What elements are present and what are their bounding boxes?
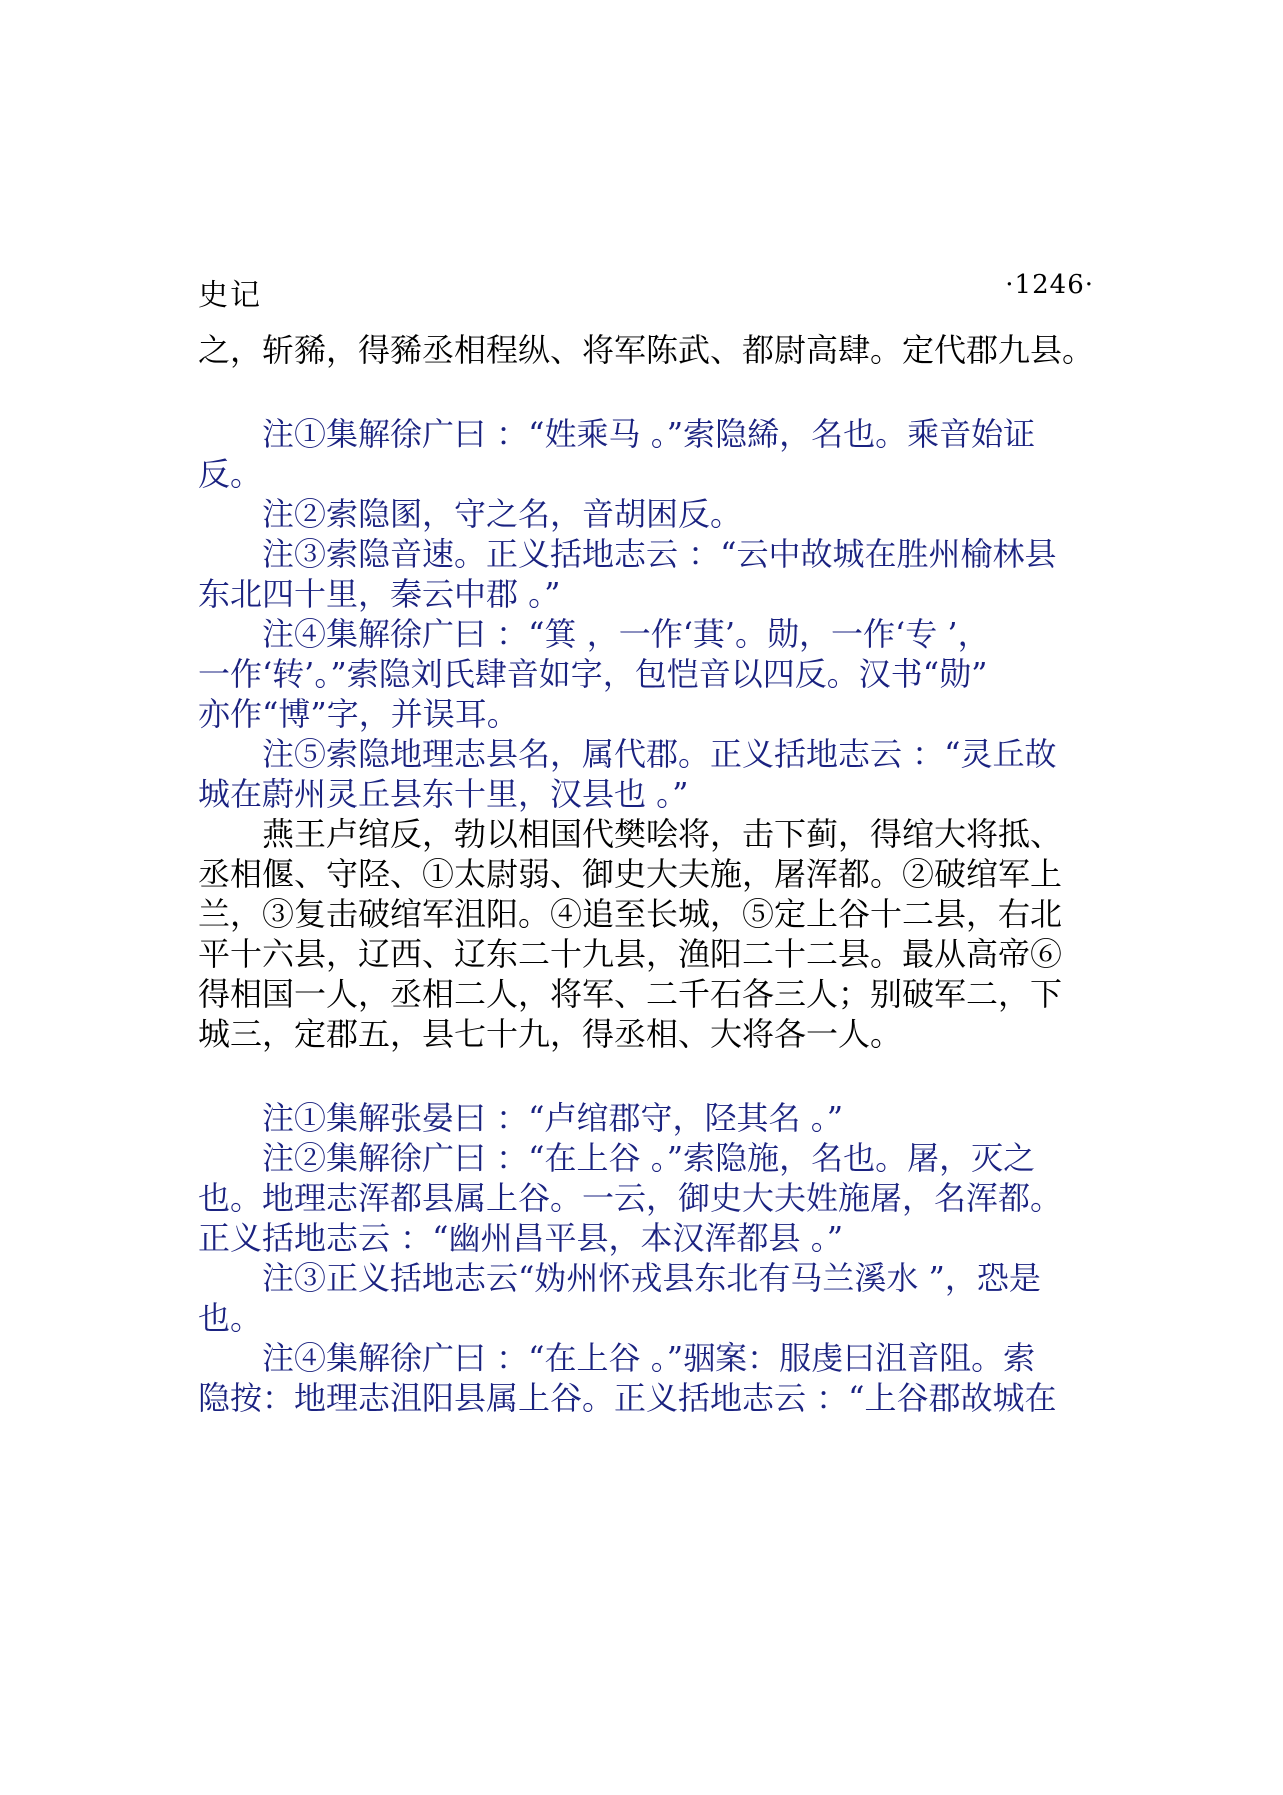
note-line: 注④集解徐广曰 ：“在上谷 。”骃案：服虔曰沮音阻。索 [262,1339,1036,1377]
text-line: 城三，定郡五，县七十九，得丞相、大将各一人。 [198,1015,903,1053]
note-line: 注⑤索隐地理志县名，属代郡。正义括地志云 ：“灵丘故 [262,735,1057,773]
page-number: ·1246· [1005,270,1094,300]
book-title: 史记 [198,278,262,313]
note-line: 注③索隐音速。正义括地志云 ：“云中故城在胜州榆林县 [262,535,1057,573]
note-line: 注②集解徐广曰 ：“在上谷 。”索隐施，名也。屠，灭之 [262,1139,1036,1177]
main-text-block-2 [198,814,1094,1054]
note-line: 隐按：地理志沮阳县属上谷。正义括地志云 ：“上谷郡故城在 [198,1379,1057,1417]
text-line: 得相国一人，丞相二人，将军、二千石各三人；别破军二，下 [198,975,1063,1013]
note-line: 注③正义括地志云“妫州怀戎县东北有马兰溪水 ”，恐是 [262,1259,1041,1297]
note-line: 也。地理志浑都县属上谷。一云，御史大夫姓施屠，名浑都。 [198,1179,1063,1217]
text-line: 丞相偃、守陉、①太尉弱、御史大夫施，屠浑都。②破绾军上 [198,855,1063,893]
book-page [198,270,1094,1418]
note-line: 也。 [198,1299,263,1337]
note-line: 亦作“博”字，并误耳。 [198,695,519,733]
note-line: 正义括地志云 ：“幽州昌平县，本汉浑都县 。” [198,1219,844,1257]
note-line: 东北四十里，秦云中郡 。” [198,575,561,613]
text-line: 平十六县，辽西、辽东二十九县，渔阳二十二县。最从高帝⑥ [198,935,1063,973]
text-line: 之，斩豨，得豨丞相程纵、将军陈武、都尉高肆。定代郡九县。 [198,331,1095,369]
page-header [198,270,1094,313]
annotation-block-2 [198,1098,1094,1418]
note-line: 反。 [198,455,263,493]
text-line: 燕王卢绾反，勃以相国代樊哙将，击下蓟，得绾大将抵、 [262,815,1063,853]
main-text-block-1 [198,330,1094,370]
annotation-block-1 [198,414,1094,814]
note-line: 城在蔚州灵丘县东十里，汉县也 。” [198,775,689,813]
note-line: 注①集解徐广曰 ：“姓乘马 。”索隐絺，名也。乘音始证 [262,415,1036,453]
note-line: 注①集解张晏曰 ：“卢绾郡守，陉其名 。” [262,1099,844,1137]
note-line: 一作‘转’。”索隐刘氏肆音如字，包恺音以四反。汉书“勋” [198,655,988,693]
text-line: 兰，③复击破绾军沮阳。④追至长城，⑤定上谷十二县，右北 [198,895,1063,933]
note-line: 注②索隐圂，守之名，音胡困反。 [262,495,743,533]
note-line: 注④集解徐广曰 ：“箕 ，一作‘萁’。勋，一作‘专 ’， [262,615,990,653]
